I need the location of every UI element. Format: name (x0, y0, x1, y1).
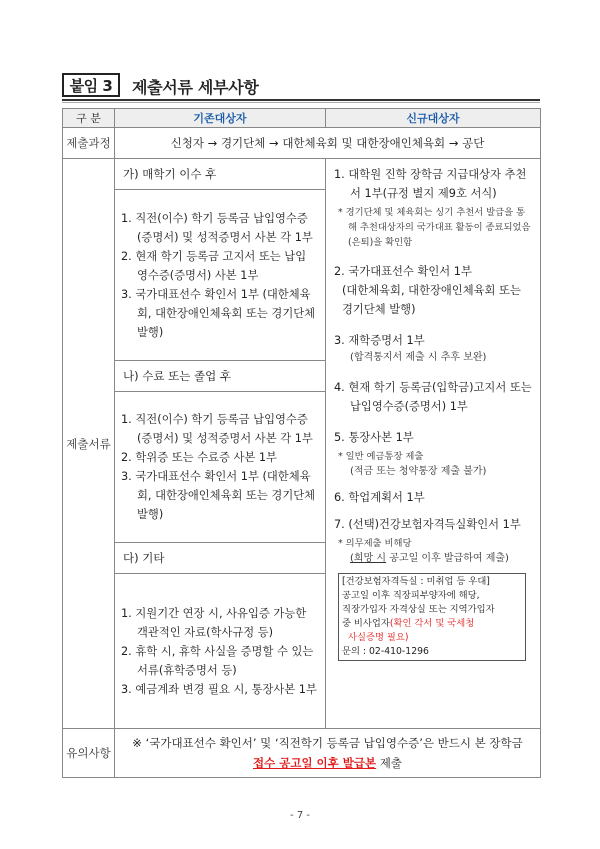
new-item-3-sub: (합격통지서 제출 시 추후 보완) (350, 352, 487, 363)
existing-a-item-3: 3. 국가대표선수 확인서 1부 (대한체육회, 대한장애인체육회 또는 경기단체 발행) (121, 287, 316, 339)
notes-line-1: ※ ‘국가대표선수 확인서’ 및 ‘직전학기 등록금 납입영수증’은 반드시 본 장학금 (132, 736, 523, 750)
new-item-7-note: * 의무제출 비해당 (338, 538, 412, 549)
page-title: 제출서류 세부사항 (132, 78, 259, 97)
new-item-3: 3. 재학증명서 1부 (334, 334, 425, 347)
existing-a-item-2: 2. 현재 학기 등록금 고지서 또는 납입 영수증(증명서) 사본 1부 (121, 249, 307, 282)
new-item-2-sub: (대한체육회, 대한장애인체육회 또는 경기단체 발행) (342, 284, 521, 316)
new-item-2: 2. 국가대표선수 확인서 1부 (334, 265, 472, 278)
page-number: - 7 - (290, 810, 310, 821)
new-item-7-sub-pre: (희망 시 (350, 553, 387, 564)
title-underline (62, 99, 540, 101)
health-insurance-box (338, 573, 526, 661)
header-new: 신규대상자 (326, 109, 541, 128)
notes-tail: 제출 (376, 756, 402, 770)
box-line-4-red: (확인 각서 및 국세청 (389, 618, 475, 629)
header-category: 구 분 (63, 109, 115, 128)
existing-b-item-1: 1. 직전(이수) 학기 등록금 납입영수증 (증명서) 및 성적증명서 사본 각 1부 (121, 413, 313, 445)
existing-section-b-title: 나) 수료 또는 졸업 후 (115, 361, 326, 392)
notes-label: 유의사항 (63, 729, 115, 778)
new-item-6: 6. 학업계획서 1부 (334, 491, 425, 504)
box-line-4 (342, 617, 522, 631)
new-item-5-note: * 일반 예금통장 제출 (338, 451, 424, 462)
new-item-5: 5. 통장사본 1부 (334, 431, 414, 444)
existing-c-item-1: 1. 지원기간 연장 시, 사유입증 가능한 객관적인 자료(학사규정 등) (121, 606, 307, 639)
new-item-4: 4. 현재 학기 등록금(입학금)고지서 또는 납입영수증(증명서) 1부 (334, 381, 532, 413)
box-line-1: [건강보험자격득실 : 미취업 등 우대] (342, 576, 490, 587)
existing-section-c-title: 다) 기타 (115, 543, 326, 574)
existing-a-item-1: 1. 직전(이수) 학기 등록금 납입영수증 (증명서) 및 성적증명서 사본 각 1부 (121, 211, 313, 244)
process-flow: 신청자 → 경기단체 → 대한체육회 및 대한장애인체육회 → 공단 (115, 128, 541, 159)
existing-b-item-3: 3. 국가대표선수 확인서 1부 (대한체육회, 대한장애인체육회 또는 경기단체 발행) (121, 470, 316, 521)
new-item-1: 1. 대학원 진학 장학금 지급대상자 추천서 1부(규정 별지 제9호 서식) (334, 168, 527, 200)
existing-section-b-items (115, 392, 326, 543)
section-heading (62, 72, 540, 102)
new-item-1-note: * 경기단체 및 체육회는 싱기 추천서 발급을 통해 추천대상자의 국가대표 활동이 종료되었음(은퇴)을 확인함 (338, 207, 531, 248)
new-applicant-docs (326, 159, 541, 729)
title-underline-thin (62, 102, 540, 103)
existing-b-item-2: 2. 학위증 또는 수료증 사본 1부 (121, 451, 277, 464)
box-line-3: 직장가입자 자격상실 또는 지역가입자 (342, 604, 495, 615)
attachment-label: 붙임 3 (62, 73, 120, 97)
notes-content (115, 729, 541, 778)
box-line-4-pre: 중 비사업자 (342, 618, 390, 629)
new-item-7-sub-post: 공고일 이후 발급하여 제출) (389, 553, 509, 564)
existing-section-a-title: 가) 매학기 이수 후 (115, 159, 326, 190)
existing-section-a-items (115, 190, 326, 361)
box-line-2: 공고일 이후 직장피부양자에 해당, (342, 590, 480, 601)
existing-c-item-3: 3. 예금계좌 변경 필요 시, 통장사본 1부 (121, 682, 317, 696)
box-line-5: 사실증명 필요) (348, 632, 409, 643)
docs-label: 제출서류 (63, 159, 115, 729)
new-item-5-sub: (적금 또는 청약통장 제출 불가) (350, 466, 487, 477)
new-item-7-sub (350, 551, 532, 567)
box-contact: 문의 : 02-410-1296 (342, 646, 429, 657)
process-label: 제출과정 (63, 128, 115, 159)
notes-line-2 (123, 753, 532, 773)
existing-c-item-2: 2. 휴학 시, 휴학 사실을 증명할 수 있는 서류(휴학증명서 등) (121, 644, 314, 677)
existing-section-c-items (115, 574, 326, 729)
new-item-7: 7. (선택)건강보험자격득실확인서 1부 (334, 518, 521, 531)
notes-highlight: 접수 공고일 이후 발급본 (253, 756, 377, 770)
documents-table (62, 108, 541, 778)
header-existing: 기존대상자 (115, 109, 326, 128)
